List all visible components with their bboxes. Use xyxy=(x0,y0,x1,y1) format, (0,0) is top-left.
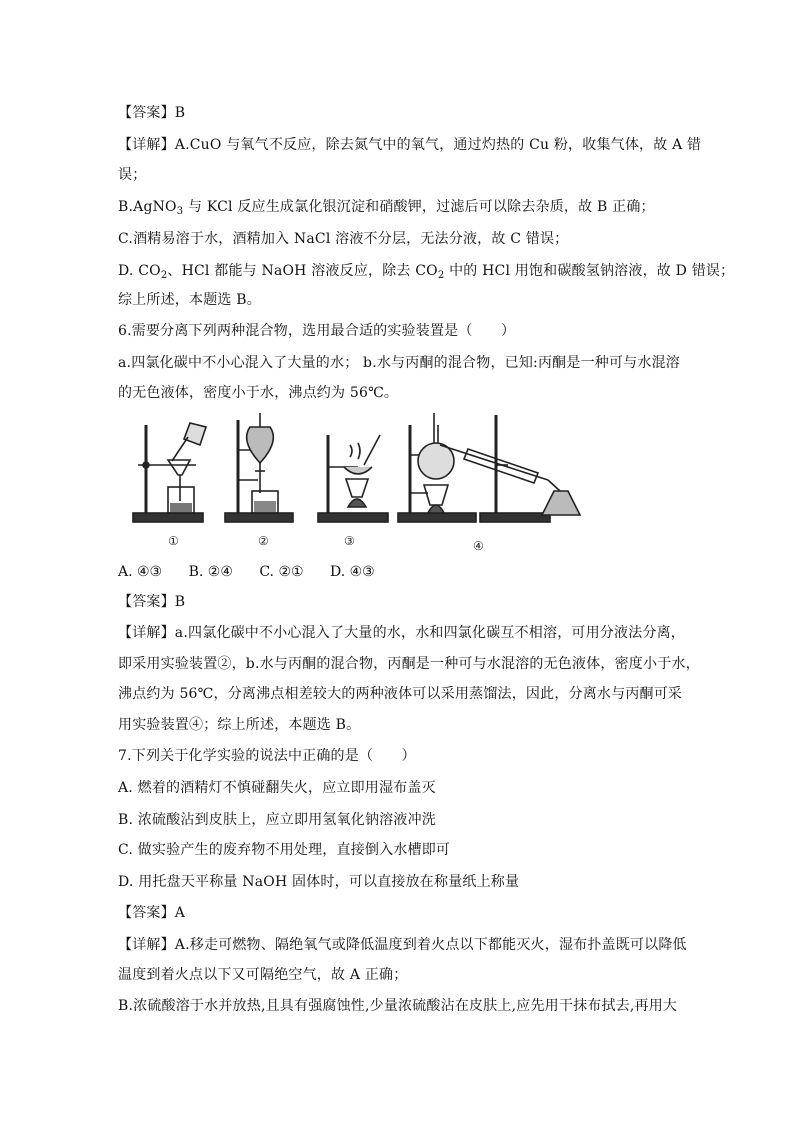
q5-summary: 综上所述，本题选 B。 xyxy=(118,292,261,308)
distillation-apparatus xyxy=(398,413,580,522)
q7-stem: 7.下列关于化学实验的说法中正确的是（ ） xyxy=(118,748,416,764)
q7-option-b: B. 浓硫酸沾到皮肤上，应立即用氢氧化钠溶液冲洗 xyxy=(118,812,436,828)
q5-detail-b-pre: B.AgNO xyxy=(118,199,177,215)
q5-detail-a-line1: 【详解】A.CuO 与氧气不反应，除去氮气中的氧气，通过灼热的 Cu 粉，收集气体，故 A 错 xyxy=(118,137,702,153)
q6-stem: 6.需要分离下列两种混合物，选用最合适的实验装置是（ ） xyxy=(118,323,516,339)
q6-option-d: D. ④③ xyxy=(330,564,375,580)
figure-label-3: ③ xyxy=(344,534,355,548)
q6-detail-line2: 即采用实验装置②，b.水与丙酮的混合物，丙酮是一种可与水混溶的无色液体，密度小于水， xyxy=(118,656,700,672)
q5-detail-a-line2: 误； xyxy=(118,167,147,183)
figure-label-1: ① xyxy=(168,534,179,548)
q6-item-line2: 的无色液体，密度小于水，沸点约为 56℃。 xyxy=(118,385,399,401)
q7-detail-line3: B.浓硫酸溶于水并放热,且具有强腐蚀性,少量浓硫酸沾在皮肤上,应先用干抹布拭去,再用大 xyxy=(118,998,678,1014)
figure-label-4: ④ xyxy=(473,539,484,553)
q5-detail-d-mid: 、HCl 都能与 NaOH 溶液反应，除去 CO xyxy=(167,263,438,279)
q6-option-b: B. ②④ xyxy=(188,564,233,580)
q7-detail-line1: 【详解】A.移走可燃物、隔绝氧气或降低温度到着火点以下都能灭火，湿布扑盖既可以降低 xyxy=(118,937,687,953)
q6-option-c: C. ②① xyxy=(259,564,304,580)
q7-option-a: A. 燃着的酒精灯不慎碰翻失火，应立即用湿布盖灭 xyxy=(118,780,436,796)
q6-detail-line1: 【详解】a.四氯化碳中不小心混入了大量的水，水和四氯化碳互不相溶，可用分液法分离， xyxy=(118,625,685,641)
filtration-apparatus xyxy=(133,423,206,522)
q5-detail-c: C.酒精易溶于水，酒精加入 NaCl 溶液不分层，无法分液，故 C 错误； xyxy=(118,231,569,247)
q5-detail-b-post: 与 KCl 反应生成氯化银沉淀和硝酸钾，过滤后可以除去杂质，故 B 正确； xyxy=(183,199,655,215)
q7-option-c: C. 做实验产生的废弃物不用处理，直接倒入水槽即可 xyxy=(118,842,451,858)
evaporation-apparatus xyxy=(318,435,388,522)
separatory-funnel-apparatus xyxy=(225,413,293,522)
q7-detail-line2: 温度到着火点以下又可隔绝空气，故 A 正确； xyxy=(118,967,408,983)
q5-detail-d-post: 中的 HCl 用饱和碳酸氢钠溶液，故 D 错误； xyxy=(444,263,735,279)
q6-detail-line3: 沸点约为 56℃，分离沸点相差较大的两种液体可以采用蒸馏法，因此，分离水与丙酮可采 xyxy=(118,686,683,702)
q5-answer: 【答案】B xyxy=(118,105,186,121)
q7-option-d: D. 用托盘天平称量 NaOH 固体时，可以直接放在称量纸上称量 xyxy=(118,874,520,890)
q5-detail-d-sub2: 2 xyxy=(437,270,445,281)
figure-label-2: ② xyxy=(258,534,269,548)
q5-detail-d-pre: D. CO xyxy=(118,263,161,279)
q7-answer: 【答案】A xyxy=(118,905,186,921)
q5-detail-b xyxy=(118,197,678,222)
lab-apparatus-figure xyxy=(128,405,588,555)
apparatus-drawing xyxy=(128,405,588,555)
q5-detail-b-sub: 3 xyxy=(176,206,184,217)
q6-options xyxy=(118,562,397,582)
q6-detail-line4: 用实验装置④；综上所述，本题选 B。 xyxy=(118,717,361,733)
q5-detail-d xyxy=(118,261,735,286)
q6-answer: 【答案】B xyxy=(118,594,186,610)
q6-item-line1: a.四氯化碳中不小心混入了大量的水； b.水与丙酮的混合物，已知:丙酮是一种可与水混溶 xyxy=(118,355,680,371)
q5-detail-d-sub1: 2 xyxy=(160,270,168,281)
q6-option-a: A. ④③ xyxy=(118,564,163,580)
